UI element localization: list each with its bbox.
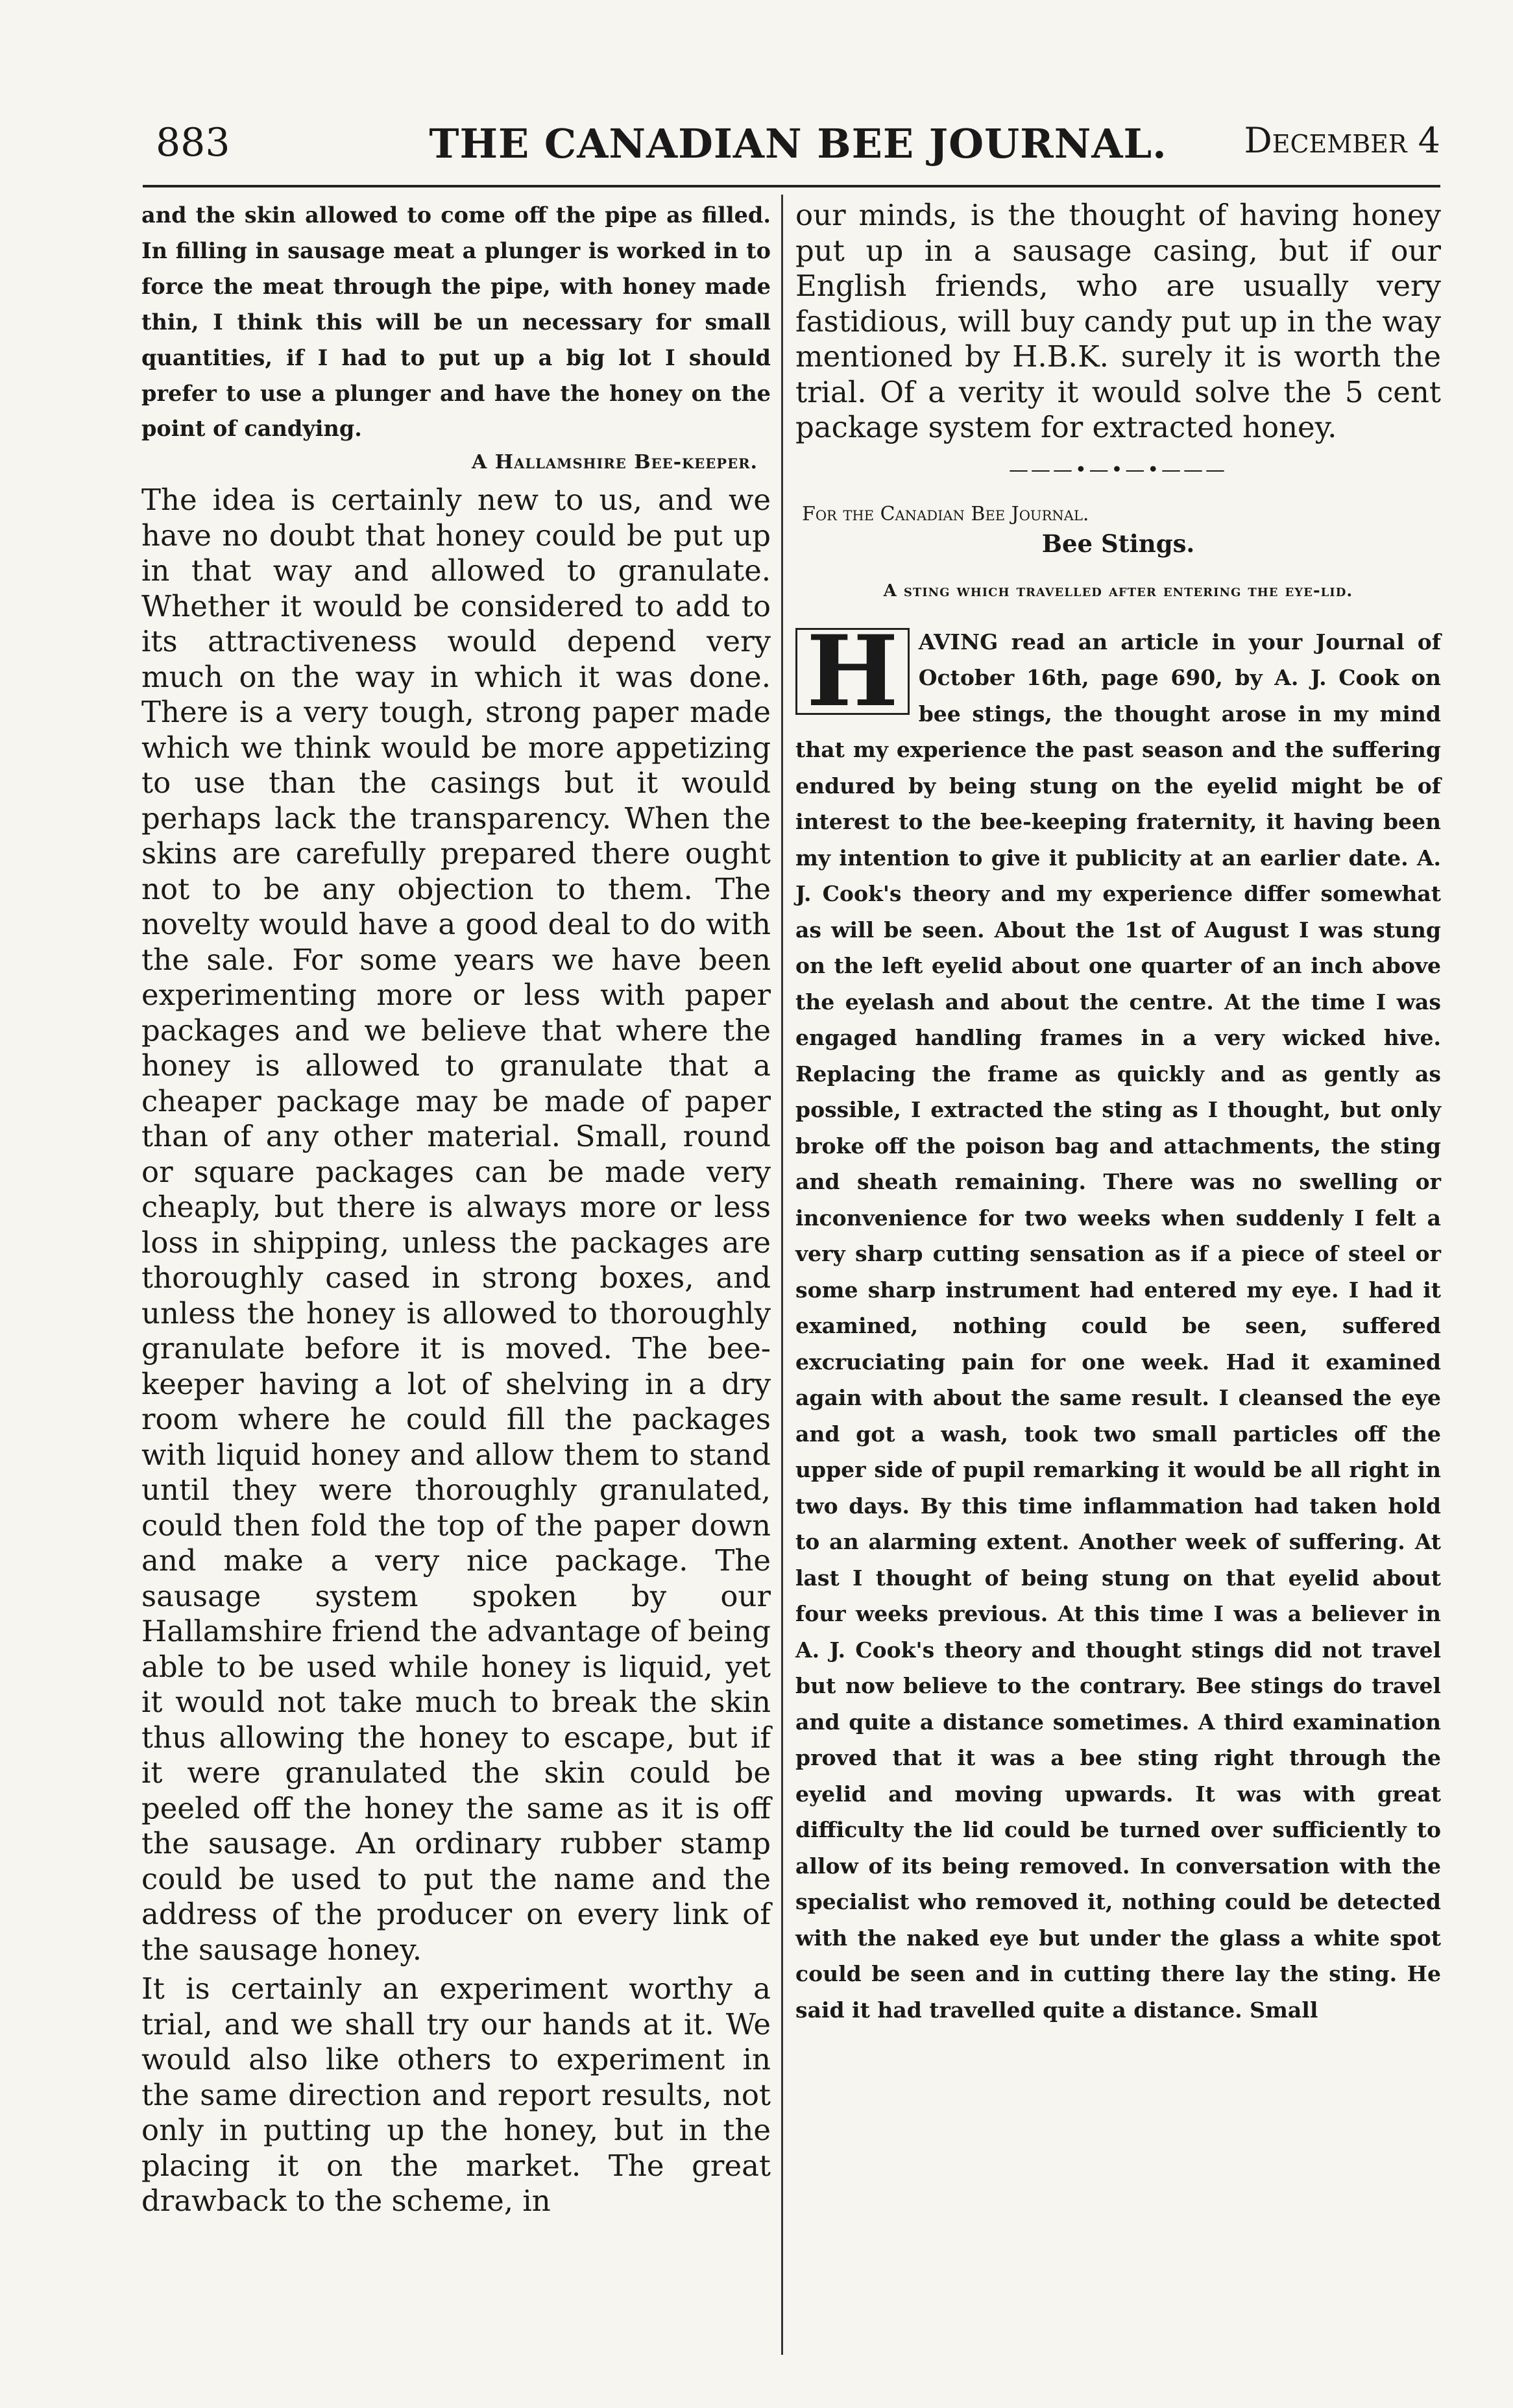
editorial-paragraph: The idea is certainly new to us, and we have no doubt that honey could be put up in that way and allowed to granulate. Whether it would be considered to add to its attractiveness would depend very much on the way in which it was done. There is a very tough, strong paper made which we think would be more appetizing to use than the casings but it would perhaps lack the transparency. When the skins are carefully prepared there ought not to be any objection to them. The novelty would have a good deal to do with the sale. For some years we have been experimenting more or less with paper packages and we believe that where the honey is allowed to granulate that a cheaper package may be made of paper than of any other material. Small, round or square packages can be made very cheaply, but there is always more or less loss in shipping, unless the packages are thoroughly cased in strong boxes, and unless the honey is allowed to thoroughly granulate before it is moved. The bee-keeper having a lot of shelving in a dry room where he could fill the packages with liquid honey and allow them to stand until they were thoroughly granulated, could then fold the top of the paper down and make a very nice package. The sausage system spoken by our Hallamshire friend the advantage of being able to be used while honey is liquid, yet it would not take much to break the skin thus allowing the honey to escape, but if it were granulated the skin could be peeled off the honey the same as it is off the sausage. An ordinary rubber stamp could be used to put the name and the address of the producer on every link of the sausage honey. (141, 483, 771, 1967)
journal-title: THE CANADIAN BEE JOURNAL. (429, 120, 1167, 167)
article-body: AVING read an article in your Journal of October 16th, page 690, by A. J. Cook on bee stings, the thought arose in my mind that my experience the past season and the suffering endured by being stung on the eyelid might be of interest to the bee-keeping fraternity, it having been my intention to give it publicity at an earlier date. A. J. Cook's theory and my experience differ somewhat as will be seen. About the 1st of August I was stung on the left eyelid about one quarter of an inch above the eyelash and about the centre. At the time I was engaged handling frames in a very wicked hive. Replacing the frame as quickly and as gently as possible, I extracted the sting as I thought, but only broke off the poison bag and attachments, the sting and sheath remaining. There was no swelling or inconvenience for two weeks when suddenly I felt a very sharp cutting sensation as if a piece of steel or some sharp instrument had entered my eye. I had it examined, nothing could be seen, suffered excruciating pain for one week. Had it examined again with about the same result. I cleansed the eye and got a wash, took two small particles off the upper side of pupil remarking it would be all right in two days. By this time inflammation had taken hold to an alarming extent. Another week of suffering. At last I thought of being stung on that eyelid about four weeks previous. At this time I was a believer in A. J. Cook's theory and thought stings did not travel but now believe to the contrary. Bee stings do travel and quite a distance sometimes. A third examination proved that it was a bee sting right through the eyelid and moving upwards. It was with great difficulty the lid could be turned over sufficiently to allow of its being removed. In conversation with the specialist who removed it, nothing could be detected with the naked eye but under the glass a white spot could be seen and in cutting there lay the sting. He said it had travelled quite a distance. Small (795, 629, 1441, 2023)
left-column (141, 198, 771, 2219)
column-divider (781, 195, 783, 2355)
article-title: Bee Stings. (1041, 529, 1195, 558)
letter-signature: A Hallamshire Bee-keeper. (472, 451, 758, 474)
section-ornament: ———•—•—•——— (1008, 458, 1228, 481)
drop-cap: H (795, 628, 910, 715)
editorial-paragraph: It is certainly an experiment worthy a trial, and we shall try our hands at it. We would also like others to experiment in the same direction and report results, not only in putting up the honey, but in the placing it on the market. The great drawback to the scheme, in (141, 1971, 771, 2219)
article-subheading: A sting which travelled after entering the eye-lid. (883, 581, 1353, 601)
right-column (795, 198, 1441, 2028)
for-journal-line: For the Canadian Bee Journal. (802, 502, 1089, 525)
issue-date: December 4 (1244, 120, 1440, 161)
header-rule (143, 185, 1440, 187)
page-number: 883 (156, 120, 230, 165)
page-header (156, 120, 1440, 178)
letter-paragraph: and the skin allowed to come off the pipe as filled. In filling in sausage meat a plunger is worked in to force the meat through the pipe, with honey made thin, I think this will be un necessary for small quantities, if I had to put up a big lot I should prefer to use a plunger and have the honey on the point of candying. (141, 202, 771, 442)
editorial-continuation: our minds, is the thought of having honey put up in a sausage casing, but if our English friends, who are usually very fastidious, will buy candy put up in the way mentioned by H.B.K. surely it is worth the trial. Of a verity it would solve the 5 cent package system for extracted honey. (795, 198, 1441, 444)
